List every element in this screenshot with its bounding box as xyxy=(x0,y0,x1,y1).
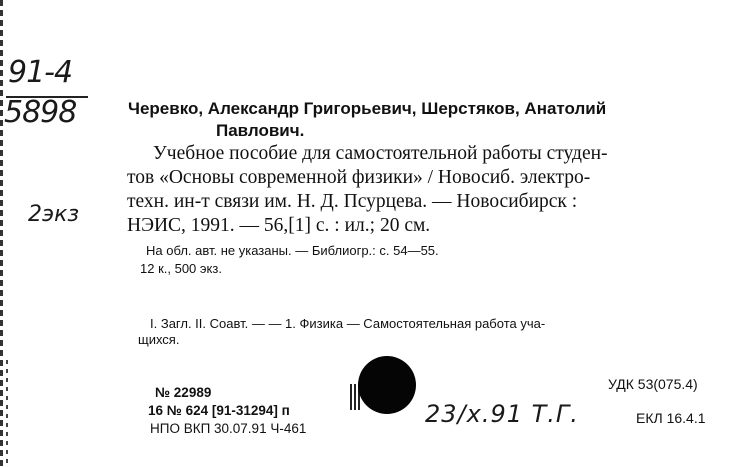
author-heading xyxy=(128,98,748,142)
footer-line-1: № 22989 xyxy=(155,385,212,400)
desc-line-2: тов «Основы современной физики» / Новосиб. электро- xyxy=(127,167,591,188)
note-line-2: 12 к., 500 экз. xyxy=(140,261,222,276)
desc-line-1: Учебное пособие для самостоятельной работы студен- xyxy=(153,143,608,164)
note-line-1: На обл. авт. не указаны. — Библиогр.: с. 54—55. xyxy=(146,243,439,258)
desc-line-4: НЭИС, 1991. — 56,[1] с. : ил.; 20 см. xyxy=(127,215,431,236)
handwritten-copies-mark: 2экз xyxy=(28,202,80,227)
footer-line-3: НПО ВКП 30.07.91 Ч-461 xyxy=(150,421,307,436)
author-line-2: Павлович. xyxy=(216,121,305,140)
subject-headings xyxy=(138,316,740,348)
udk-code: УДК 53(075.4) xyxy=(608,376,698,392)
card-left-edge xyxy=(0,0,3,467)
desc-line-3: техн. ин-т связи им. Н. Д. Псурцева. — Новосибирск : xyxy=(127,191,578,212)
subject-line-1: I. Загл. II. Соавт. — — 1. Физика — Самостоятельная работа уча- xyxy=(150,316,546,331)
ekl-code: ЕКЛ 16.4.1 xyxy=(636,410,706,426)
subject-line-2: щихся. xyxy=(138,332,180,347)
handwritten-date: 23/x.91 Т.Г. xyxy=(425,400,579,428)
notes-block xyxy=(140,242,736,278)
ink-blot xyxy=(358,356,416,414)
footer-line-2: 16 № 624 [91-31294] п xyxy=(148,403,290,418)
handwritten-top-code: 91-4 xyxy=(8,55,73,90)
card-left-edge-marks xyxy=(6,360,8,467)
bibliographic-description xyxy=(127,142,738,238)
handwritten-shelf-number: 5898 xyxy=(4,95,77,130)
author-line-1: Черевко, Александр Григорьевич, Шерстяков, Анатолий xyxy=(128,99,607,118)
